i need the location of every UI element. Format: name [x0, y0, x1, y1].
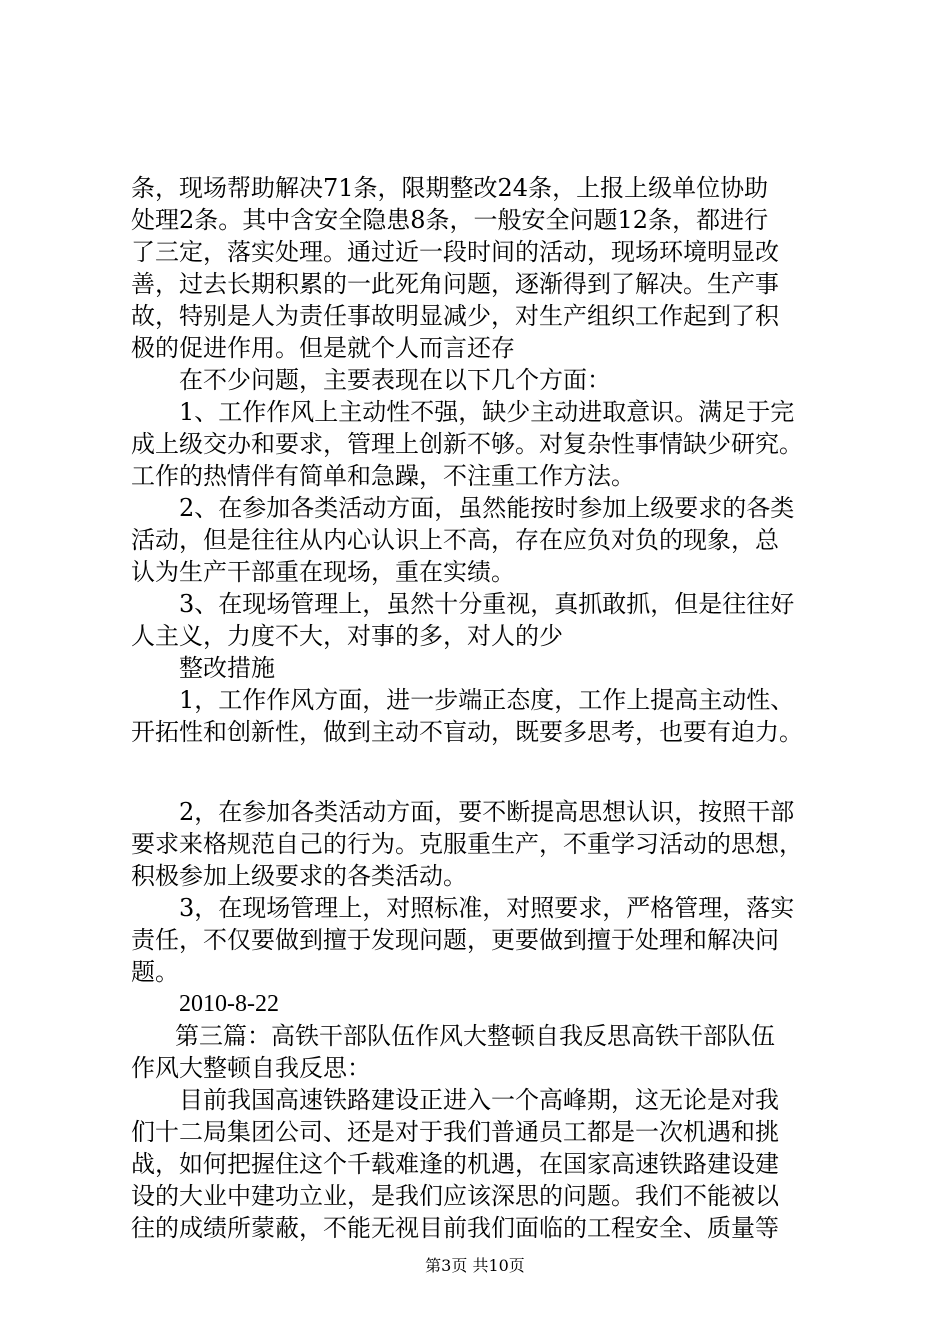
text-line: 3、在现场管理上，虽然十分重视，真抓敢抓，但是往往好	[179, 590, 795, 618]
text-line: 在不少问题，主要表现在以下几个方面：	[179, 366, 611, 394]
text-line: 题。	[131, 958, 179, 986]
text-line: 战，如何把握住这个千载难逢的机遇，在国家高速铁路建设建	[131, 1150, 779, 1178]
text-line: 善，过去长期积累的一此死角问题，逐渐得到了解决。生产事	[131, 270, 779, 298]
text-line: 认为生产干部重在现场，重在实绩。	[131, 558, 515, 586]
text-line: 积极参加上级要求的各类活动。	[131, 862, 467, 890]
text-line: 故，特别是人为责任事故明显减少，对生产组织工作起到了积	[131, 302, 779, 330]
text-line: 开拓性和创新性，做到主动不盲动，既要多思考，也要有迫力。	[131, 718, 803, 746]
text-line: 往的成绩所蒙蔽，不能无视目前我们面临的工程安全、质量等	[131, 1214, 779, 1242]
text-line: 极的促进作用。但是就个人而言还存	[131, 334, 515, 362]
text-line: 设的大业中建功立业，是我们应该深思的问题。我们不能被以	[131, 1182, 779, 1210]
text-line: 了三定，落实处理。通过近一段时间的活动，现场环境明显改	[131, 238, 779, 266]
text-line: 处理2条。其中含安全隐患8条，一般安全问题12条，都进行	[131, 206, 769, 234]
section-title: 第三篇：高铁干部队伍作风大整顿自我反思高铁干部队伍	[175, 1022, 775, 1050]
text-line: 2、在参加各类活动方面，虽然能按时参加上级要求的各类	[179, 494, 795, 522]
text-line: 责任，不仅要做到擅于发现问题，更要做到擅于处理和解决问	[131, 926, 779, 954]
page-footer	[0, 1256, 950, 1276]
text-line: 1，工作作风方面，进一步端正态度，工作上提高主动性、	[179, 686, 795, 714]
page-number: 第3页 共10页	[425, 1256, 525, 1275]
date-line: 2010-8-22	[179, 991, 279, 1017]
text-line: 要求来格规范自己的行为。克服重生产，不重学习活动的思想，	[131, 830, 803, 858]
document-body	[131, 172, 831, 1244]
text-line: 人主义，力度不大，对事的多，对人的少	[131, 622, 563, 650]
text-line: 2，在参加各类活动方面，要不断提高思想认识，按照干部	[179, 798, 795, 826]
text-line: 活动，但是往往从内心认识上不高，存在应负对负的现象，总	[131, 526, 779, 554]
text-line: 3，在现场管理上，对照标准，对照要求，严格管理，落实	[179, 894, 795, 922]
section-heading: 整改措施	[179, 654, 275, 682]
text-line: 们十二局集团公司、还是对于我们普通员工都是一次机遇和挑	[131, 1118, 779, 1146]
text-line: 工作的热情伴有简单和急躁，不注重工作方法。	[131, 462, 635, 490]
text-line: 目前我国高速铁路建设正进入一个高峰期，这无论是对我	[179, 1086, 779, 1114]
text-line: 成上级交办和要求，管理上创新不够。对复杂性事情缺少研究。	[131, 430, 803, 458]
text-line: 作风大整顿自我反思：	[131, 1054, 371, 1082]
text-line: 1、工作作风上主动性不强，缺少主动进取意识。满足于完	[179, 398, 795, 426]
text-line: 条，现场帮助解决71条，限期整改24条，上报上级单位协助	[131, 174, 769, 202]
blank-line	[131, 748, 831, 796]
